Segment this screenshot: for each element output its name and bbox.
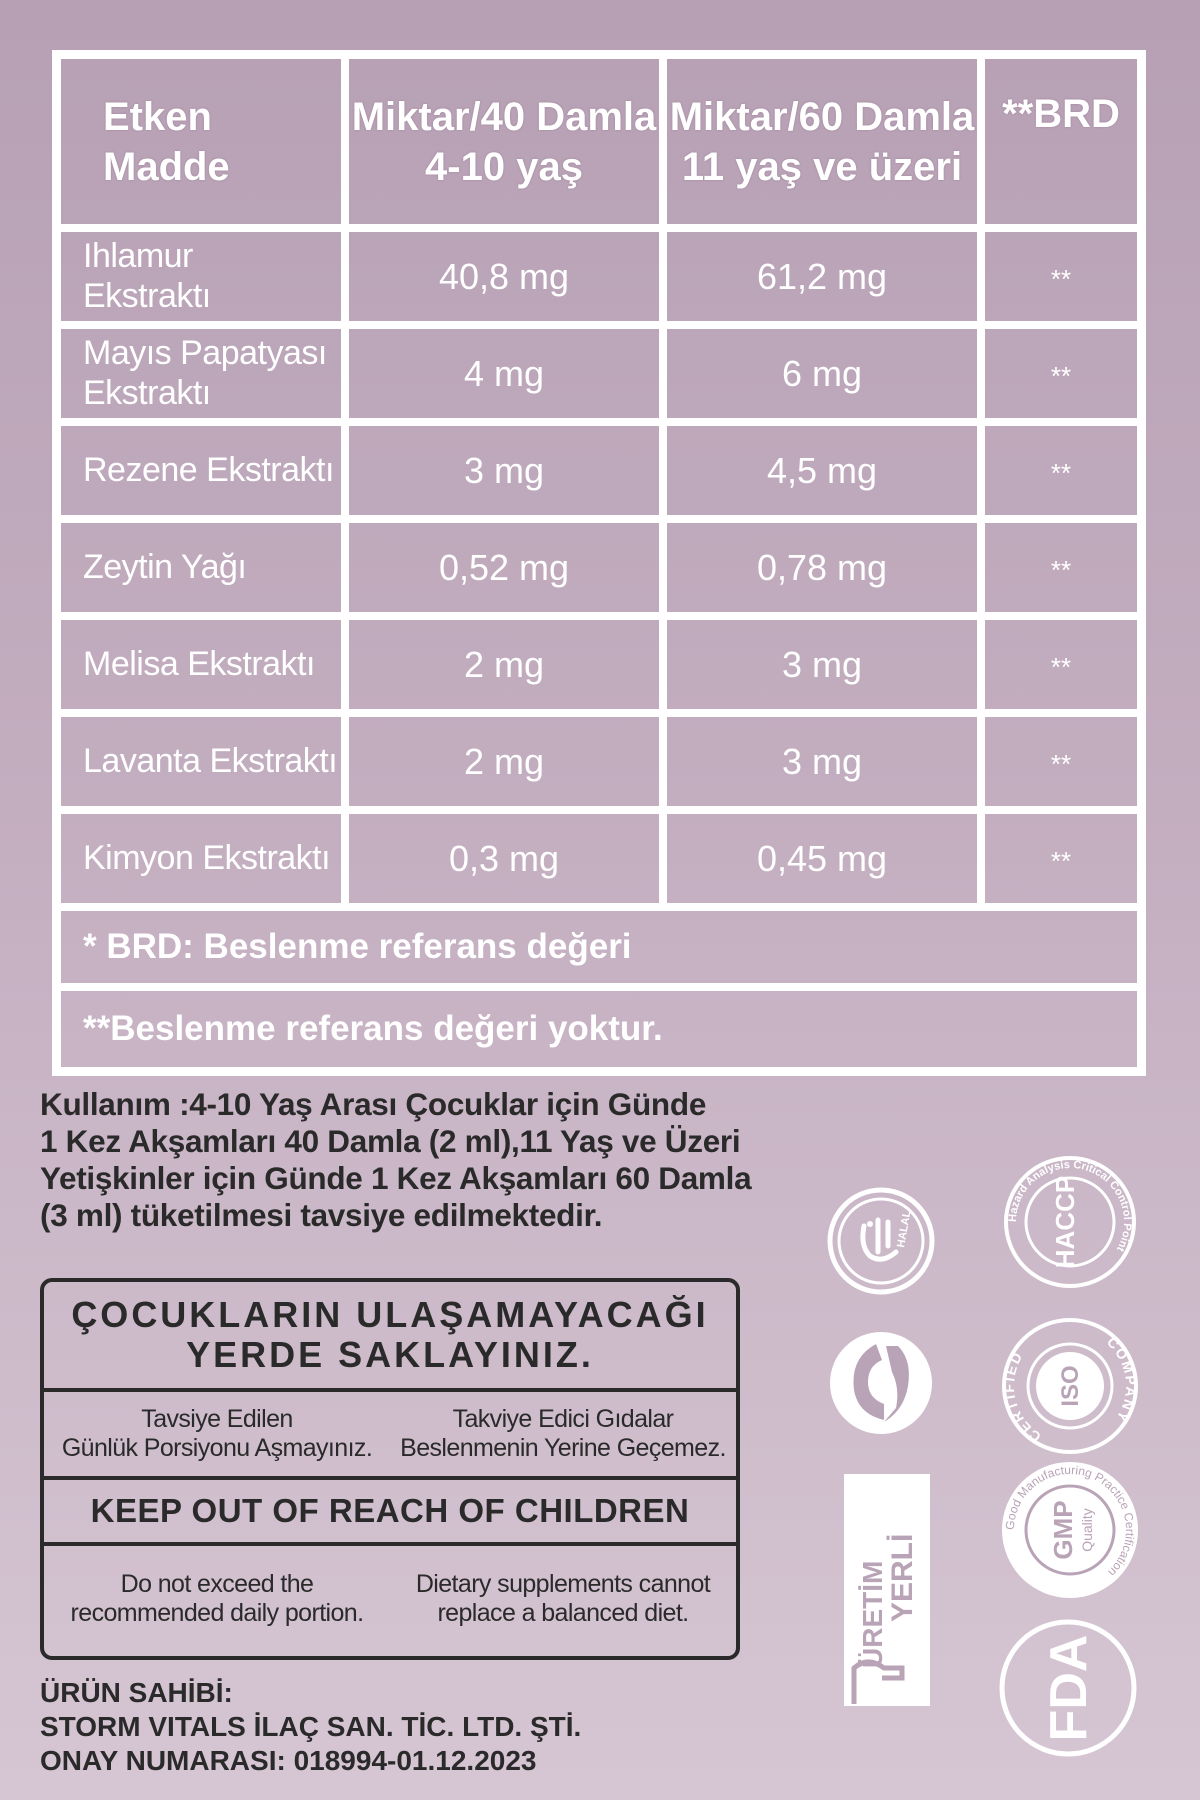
usage-line: 1 Kez Akşamları 40 Damla (2 ml),11 Yaş ve Üzeri <box>40 1123 741 1159</box>
warning-keep-text: KEEP OUT OF REACH OF CHILDREN <box>90 1492 690 1529</box>
row-value-40 <box>345 325 663 422</box>
value-40: 2 mg <box>463 643 545 685</box>
iso-ring-left: CERTIFIED <box>1000 1348 1044 1446</box>
row-brd <box>981 810 1141 907</box>
row-name <box>57 810 345 907</box>
warning-en-left <box>44 1546 390 1652</box>
row-name <box>57 713 345 810</box>
row-name <box>57 325 345 422</box>
row-name-line1: Rezene Ekstraktı <box>83 450 334 489</box>
gmp-text: GMP <box>1048 1500 1078 1560</box>
fda-icon <box>996 1616 1140 1760</box>
uretim-text: ÜRETİM <box>857 1560 888 1668</box>
row-value-60 <box>663 422 981 519</box>
iso-icon <box>1000 1316 1140 1456</box>
row-value-60 <box>663 325 981 422</box>
value-60: 61,2 mg <box>756 255 888 297</box>
row-name-line1: Melisa Ekstraktı <box>83 644 315 683</box>
warning-box <box>40 1278 740 1660</box>
warning-title <box>44 1282 736 1392</box>
warning-en-row <box>44 1546 736 1652</box>
row-brd <box>981 519 1141 616</box>
value-40: 3 mg <box>463 449 545 491</box>
row-value-40 <box>345 422 663 519</box>
owner-label: ÜRÜN SAHİBİ: <box>40 1677 233 1708</box>
header-name-line1: Etken <box>103 94 212 139</box>
row-name-line1: Lavanta Ekstraktı <box>83 741 338 780</box>
iso-text: ISO <box>1057 1365 1084 1407</box>
row-name-line1: Mayıs Papatyası <box>83 334 327 373</box>
usage-line: Kullanım :4-10 Yaş Arası Çocuklar için Günde <box>40 1086 707 1122</box>
row-brd <box>981 713 1141 810</box>
usage-line: (3 ml) tüketilmesi tavsiye edilmektedir. <box>40 1197 603 1233</box>
warning-title-line1: ÇOCUKLARIN ULAŞAMAYACAĞI <box>71 1294 709 1335</box>
row-value-60 <box>663 810 981 907</box>
warning-text-line: recommended daily portion. <box>70 1599 364 1627</box>
warning-title-line2: YERDE SAKLAYINIZ. <box>186 1334 594 1375</box>
row-value-40 <box>345 810 663 907</box>
gmp-icon <box>998 1458 1142 1602</box>
brd-mark: ** <box>1050 652 1072 682</box>
value-60: 0,78 mg <box>756 546 888 588</box>
warning-tr-left <box>44 1392 390 1476</box>
footnote-no-brd <box>57 987 1141 1071</box>
row-name-line1: Ihlamur <box>83 237 193 276</box>
footnote2-text: **Beslenme referans değeri yoktur. <box>83 1009 663 1048</box>
value-40: 4 mg <box>463 352 545 394</box>
value-40: 0,52 mg <box>438 546 570 588</box>
warning-en-right <box>390 1546 736 1652</box>
halal-text: HALAL <box>895 1209 914 1249</box>
warning-tr-right <box>390 1392 736 1476</box>
row-brd <box>981 422 1141 519</box>
header-brd-label: **BRD <box>1002 92 1120 136</box>
header-40-damla <box>345 55 663 228</box>
header-brd <box>981 55 1141 228</box>
header-name-line2: Madde <box>103 144 230 189</box>
row-name-line2: Ekstraktı <box>83 373 211 412</box>
yerli-text: YERLİ <box>886 1533 919 1622</box>
row-value-60 <box>663 519 981 616</box>
yerli-uretim-icon <box>842 1472 932 1708</box>
value-40: 0,3 mg <box>448 837 560 879</box>
footnote-brd-definition <box>57 907 1141 987</box>
row-name <box>57 228 345 325</box>
gmp-ring-text: Good Manufacturing Practice Certification <box>1002 1462 1138 1580</box>
header-40-line1: Miktar/40 Damla <box>351 94 657 139</box>
warning-text-line: Günlük Porsiyonu Aşmayınız. <box>61 1434 373 1462</box>
warning-text-line: Takviye Edici Gıdalar <box>452 1405 674 1433</box>
row-value-60 <box>663 616 981 713</box>
product-owner <box>40 1676 581 1778</box>
warning-keep-out <box>44 1480 736 1546</box>
header-60-line1: Miktar/60 Damla <box>669 94 975 139</box>
usage-instructions <box>40 1086 760 1234</box>
warning-text-line: Do not exceed the <box>120 1570 314 1598</box>
fda-text: FDA <box>1040 1634 1098 1742</box>
warning-text-line: Dietary supplements cannot <box>415 1570 711 1598</box>
value-40: 40,8 mg <box>438 255 570 297</box>
haccp-text: HACCP <box>1050 1175 1080 1269</box>
value-60: 3 mg <box>781 740 863 782</box>
brd-mark: ** <box>1050 846 1072 876</box>
iso-ring-right: COMPANY <box>1104 1333 1140 1427</box>
brd-mark: ** <box>1050 555 1072 585</box>
row-name-line1: Zeytin Yağı <box>83 547 247 586</box>
row-name <box>57 616 345 713</box>
haccp-ring-text: Hazard Analysis Critical Control Point <box>1006 1158 1134 1254</box>
row-value-40 <box>345 713 663 810</box>
row-name <box>57 519 345 616</box>
footnote1-text: * BRD: Beslenme referans değeri <box>83 927 632 966</box>
row-brd <box>981 325 1141 422</box>
value-60: 0,45 mg <box>756 837 888 879</box>
row-brd <box>981 228 1141 325</box>
header-60-damla <box>663 55 981 228</box>
warning-text-line: Beslenmenin Yerine Geçemez. <box>400 1434 726 1462</box>
halal-icon <box>826 1186 936 1296</box>
row-value-40 <box>345 519 663 616</box>
approval-number: ONAY NUMARASI: 018994-01.12.2023 <box>40 1745 537 1776</box>
header-40-line2: 4-10 yaş <box>425 144 583 189</box>
brd-mark: ** <box>1050 361 1072 391</box>
warning-text-line: Tavsiye Edilen <box>141 1405 293 1433</box>
value-40: 2 mg <box>463 740 545 782</box>
recycle-icon <box>826 1328 936 1438</box>
row-name-line2: Ekstraktı <box>83 276 211 315</box>
header-60-line2: 11 yaş ve üzeri <box>681 144 963 189</box>
brd-mark: ** <box>1050 264 1072 294</box>
row-value-40 <box>345 228 663 325</box>
row-name <box>57 422 345 519</box>
value-60: 6 mg <box>781 352 863 394</box>
warning-tr-row <box>44 1392 736 1480</box>
usage-line: Yetişkinler için Günde 1 Kez Akşamları 60 Damla <box>40 1160 752 1196</box>
warning-text-line: replace a balanced diet. <box>437 1599 689 1627</box>
brd-mark: ** <box>1050 458 1072 488</box>
value-60: 4,5 mg <box>766 449 878 491</box>
brd-mark: ** <box>1050 749 1072 779</box>
row-value-60 <box>663 713 981 810</box>
row-name-line1: Kimyon Ekstraktı <box>83 838 331 877</box>
owner-company: STORM VITALS İLAÇ SAN. TİC. LTD. ŞTİ. <box>40 1711 582 1742</box>
value-60: 3 mg <box>781 643 863 685</box>
row-value-60 <box>663 228 981 325</box>
row-brd <box>981 616 1141 713</box>
haccp-icon <box>1002 1154 1138 1290</box>
gmp-quality-text: Quality <box>1079 1508 1095 1552</box>
row-value-40 <box>345 616 663 713</box>
header-etken-madde <box>57 55 345 228</box>
